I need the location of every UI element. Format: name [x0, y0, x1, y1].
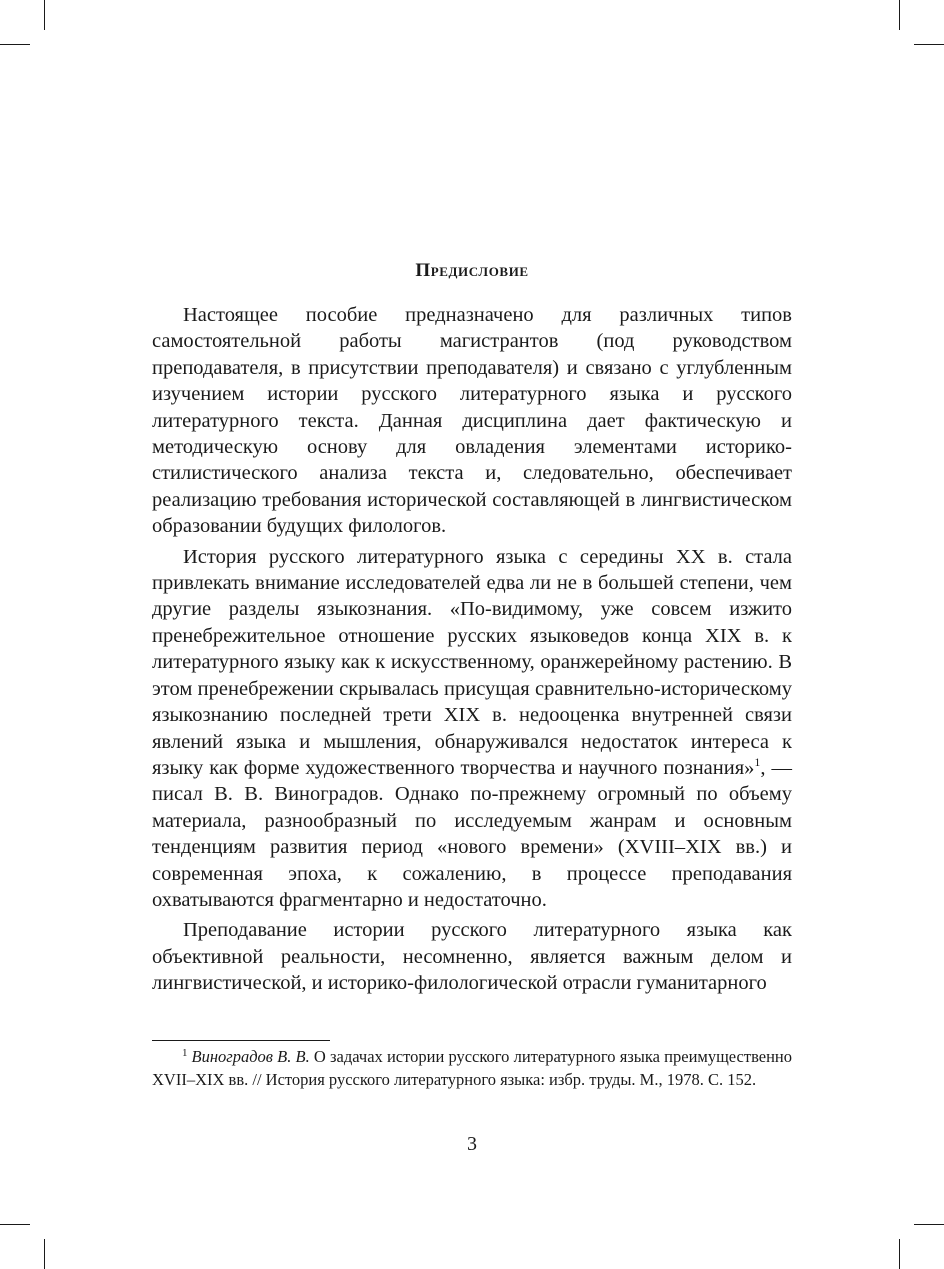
section-heading: Предисловие [415, 260, 529, 281]
crop-mark-top-right-horizontal [914, 44, 944, 45]
page-number: 3 [467, 1133, 477, 1155]
footnote-text: О задачах истории русского литературного языка преимущественно XVII–XIX вв. // История русского литературного языка: избр. труды. М., 1978. С. 152. [152, 1047, 792, 1089]
paragraph-2 [152, 544, 792, 914]
paragraph-1: Настоящее пособие предназначено для различных типов самостоятельной работы магистрантов (под руководством преподавателя, в присутствии преподавателя) и связано с углубленным изучением истории русского литературного языка и русского литературного текста. Данная дисциплина дает фактическую и методическую основу для овладения элементами историко-стилистического анализа текста и, следовательно, обеспечивает реализацию требования исторической составляющей в лингвистическом образовании будущих филологов. [152, 304, 792, 538]
paragraph-3: Преподавание истории русского литературного языка как объективной реальности, несомненно, является важным делом и лингвистической, и историко-филологической отрасли гуманитарного [152, 919, 792, 995]
footnote [152, 1046, 792, 1091]
paragraph-2-part-a: История русского литературного языка с середины XX в. стала привлекать внимание исследователей едва ли не в большей степени, чем другие разделы языкознания. «По-видимому, уже совсем изжито пренебрежительное отношение русских языковедов конца XIX в. к литературного языку как к искусственному, оранжерейному растению. В этом пренебрежении скрывалась присущая сравнительно-историческому языкознанию последней трети XIX в. недооценка внутренней связи явлений языка и мышления, обнаруживался недостаток интереса к языку как форме художественного творчества и научного познания» [152, 545, 792, 779]
crop-mark-bottom-right-vertical [899, 1239, 900, 1269]
crop-mark-top-left-vertical [44, 0, 45, 30]
crop-mark-bottom-left-horizontal [0, 1224, 30, 1225]
footnote-author: Виноградов В. В. [191, 1047, 310, 1066]
footnote-number: 1 [182, 1046, 188, 1059]
paragraph-2-part-b: , — писал В. В. Виноградов. Однако по-прежнему огромный по объему материала, разнообразный по исследуемым жанрам и основным тенденциям развития период «нового времени» (XVIII–XIX вв.) и современная эпоха, к сожалению, в процессе преподавания охватываются фрагментарно и недостаточно. [152, 756, 792, 911]
crop-mark-top-right-vertical [899, 0, 900, 30]
footnote-reference: 1 [754, 755, 761, 770]
footnote-separator [152, 1040, 330, 1041]
crop-mark-bottom-left-vertical [44, 1239, 45, 1269]
crop-mark-bottom-right-horizontal [914, 1224, 944, 1225]
crop-mark-top-left-horizontal [0, 44, 30, 45]
main-text-block [152, 258, 792, 1001]
